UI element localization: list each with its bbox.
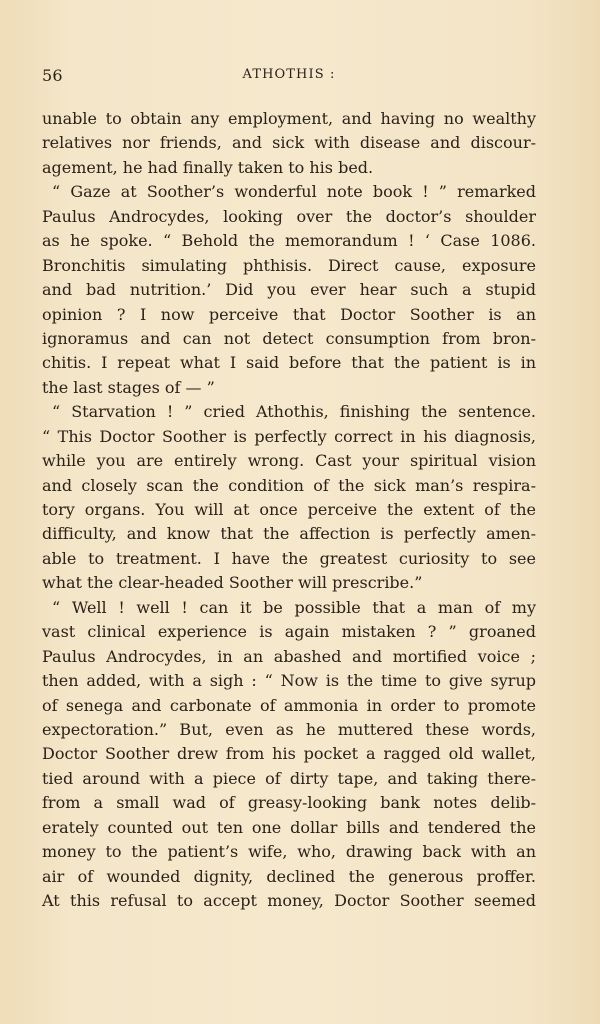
- page-header: [42, 66, 536, 90]
- text-line: tory organs. You will at once perceive the extent of the: [42, 500, 536, 519]
- text-line: “ Well ! well ! can it be possible that a man of my: [52, 597, 536, 617]
- text-line: then added, with a sigh : “ Now is the time to give syrup: [42, 671, 536, 691]
- text-line: Bronchitis simulating phthisis. Direct cause, exposure: [42, 255, 536, 275]
- text-line: as he spoke. “ Behold the memorandum ! ‘ Case 1086.: [42, 231, 536, 251]
- text-line: “ This Doctor Soother is perfectly correct in his diagnosis,: [42, 426, 536, 446]
- text-line: ignoramus and can not detect consumption from bron-: [42, 328, 536, 348]
- text-line: while you are entirely wrong. Cast your spiritual vision: [42, 451, 536, 471]
- text-line: the last stages of — ”: [42, 377, 215, 397]
- text-line: opinion ? I now perceive that Doctor Soother is an: [42, 304, 536, 324]
- text-line: expectoration.” But, even as he muttered these words,: [42, 719, 536, 739]
- text-line: vast clinical experience is again mistaken ? ” groaned: [42, 622, 536, 642]
- page-number: 56: [42, 66, 63, 85]
- text-line: of senega and carbonate of ammonia in order to promote: [42, 695, 536, 715]
- text-line: “ Starvation ! ” cried Athothis, finishing the sentence.: [52, 402, 536, 422]
- body-text: [42, 107, 536, 913]
- text-line: Paulus Androcydes, looking over the doctor’s shoulder: [42, 206, 536, 226]
- text-line: “ Gaze at Soother’s wonderful note book ! ” remarked: [52, 182, 536, 202]
- text-line: able to treatment. I have the greatest curiosity to see: [42, 548, 536, 568]
- text-line: Paulus Androcydes, in an abashed and mortified voice ;: [42, 646, 536, 666]
- text-line: what the clear-headed Soother will prescribe.”: [42, 573, 423, 593]
- text-line: difficulty, and know that the affection is perfectly amen-: [42, 524, 536, 544]
- text-line: agement, he had finally taken to his bed.: [42, 157, 374, 177]
- text-line: from a small wad of greasy-looking bank notes delib-: [42, 793, 536, 813]
- text-line: and closely scan the condition of the sick man’s respira-: [42, 475, 536, 495]
- text-line: tied around with a piece of dirty tape, and taking there-: [42, 768, 536, 788]
- text-line: relatives nor friends, and sick with disease and discour-: [42, 133, 536, 153]
- text-line: money to the patient’s wife, who, drawing back with an: [42, 842, 536, 862]
- text-line: and bad nutrition.’ Did you ever hear such a stupid: [42, 280, 536, 300]
- text-line: At this refusal to accept money, Doctor Soother seemed: [42, 891, 536, 910]
- text-line: air of wounded dignity, declined the generous proffer.: [42, 866, 536, 886]
- text-line: chitis. I repeat what I said before that the patient is in: [42, 353, 536, 373]
- text-line: erately counted out ten one dollar bills and tendered the: [42, 817, 536, 837]
- text-line: unable to obtain any employment, and having no wealthy: [42, 109, 536, 128]
- text-line: Doctor Soother drew from his pocket a ragged old wallet,: [42, 744, 536, 764]
- running-title: ATHOTHIS :: [242, 67, 336, 82]
